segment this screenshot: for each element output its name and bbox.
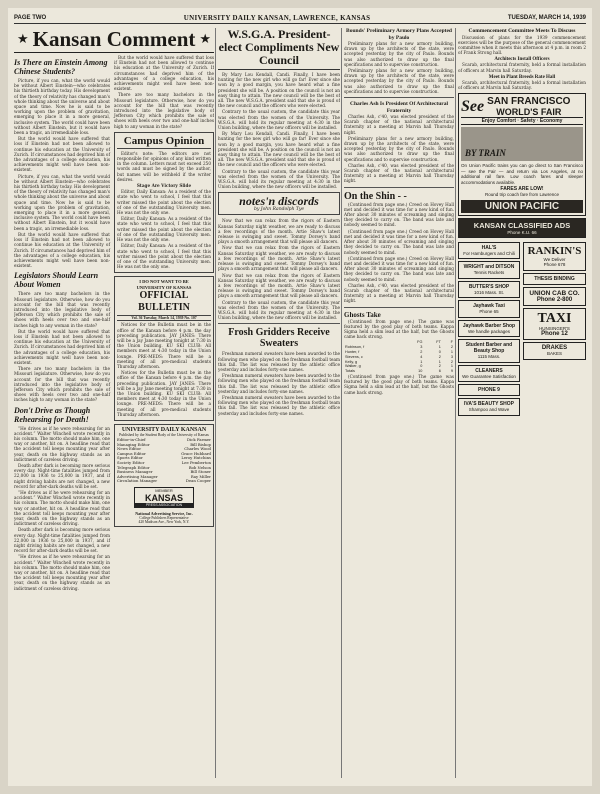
editorial-right bbox=[114, 55, 214, 592]
rep-sub: College Publishers Representative bbox=[139, 515, 189, 520]
table-row: Stevens, c 4 2 3 bbox=[345, 354, 453, 359]
thesis-ad: THESIS BINDING bbox=[523, 273, 586, 285]
staff-name: Ray Miller bbox=[190, 473, 211, 479]
shin-text: (Continued from page one.) Creed on Hovey Hall met and decided it was time for a new kind of fun. After about 30 minutes of screaming and singing they decided to carry on. The band was late and nobody seemed to mind. (Continued from page one.) Creed on Hovey Hall met and decided it was time for a new kind of fun. After about 30 minutes of screaming and singing they decided to carry on. The band was late and nobody seemed to mind. (Continued from page one.) Creed on Hovey Hall met and decided it was time for a new kind of fun. After about 30 minutes of screaming and singing they decided to carry on. The band was late and nobody seemed to mind. Charles Ash, c'40, was elected president of the Scarab chapter of the national architectural fraternity at a meeting at Marvin hall Thursday night. bbox=[344, 201, 454, 304]
page-number: PAGE TWO bbox=[14, 14, 47, 21]
bounds-text: Preliminary plans for a new armory building, drawn up by the architects of the state, were accepted yesterday by the city of Paulo. Bounds was also authorized to draw up the final specifications and to supervise construction. Preliminary plans for a new armory building, drawn up by the architects of the state, were accepted yesterday by the city of Paulo. Bounds was also authorized to draw up the final specifications and to supervise construction. bbox=[344, 41, 454, 94]
staff-name: Lee Pemberton bbox=[181, 459, 211, 465]
staff-sub: Published by the Student Body of the University of Kansas bbox=[119, 432, 209, 437]
divider bbox=[344, 187, 454, 188]
train-illustration: BY TRAIN bbox=[461, 127, 583, 161]
bounds-headline: Bounds' Preliminary Armory Plans Accepted by Paulo bbox=[346, 28, 452, 41]
sf-text: On Union Pacific trains you can go direct to San Francisco — see the Fair — and return via Los Angeles, at no additional rail fare. Low coach fares and sleeper accommodations available. bbox=[461, 163, 583, 185]
gridders-headline: Frosh Gridders Receive Sweaters bbox=[228, 327, 330, 350]
staff-role: Campus Editor bbox=[117, 450, 146, 456]
newspaper-page bbox=[8, 8, 592, 786]
classified-ad: BUTTER'S SHOP 1016 Mass. St. bbox=[458, 281, 520, 299]
editorial-heading: Legislators Should Learn About Women bbox=[14, 271, 99, 290]
union-cab-ad: UNION CAB CO. Phone 2-800 bbox=[523, 287, 586, 306]
staff-role: Managing Editor bbox=[117, 441, 150, 447]
staff-role: Editor-in-Chief bbox=[117, 436, 146, 442]
ads-column bbox=[458, 28, 586, 418]
opinion-text: Editor's note: The editors are not responsible for opinions of any kind written in the column. Letters must not exceed 250 words and must be signed by the author, but names will be withheld if the writer desires. Stage Are Victory Slide Editor, Daily Kansan: As a resident of the state who went to school, I feel that this writer missed the point about the election of one of the outstanding University men. He was not the only one. Editor, Daily Kansan: As a resident of the state who went to school, I feel that this writer missed the point about the election of one of the outstanding University men. He was not the only one. Editor, Daily Kansan: As a resident of the state who went to school, I feel that this writer missed the point about the election of one of the outstanding University men. He was not the only one. bbox=[117, 150, 211, 270]
bulletin-university: UNIVERSITY OF KANSAS bbox=[136, 285, 192, 291]
staff-name: Bill Stoner bbox=[190, 469, 211, 475]
commencement-headline: Commencement Committee Meets To Discuss bbox=[468, 28, 576, 34]
staff-name: Leroy Hutchins bbox=[181, 455, 211, 461]
classified-ad: Jayhawk Taxi Phone 65 bbox=[458, 300, 520, 318]
table-row: Kelly, g 1 1 2 bbox=[345, 359, 453, 364]
official-bulletin bbox=[114, 276, 214, 421]
bulletin-kicker: I DO NOT WANT TO BE bbox=[139, 279, 189, 285]
commencement-text: Discussion of plans for the 1939 commencement exercises will be the purpose of the general commencement committee when it meets this afternoon at 4 p.m. in room 2 of Frank Strong hall. bbox=[458, 34, 586, 56]
news-column-3 bbox=[344, 28, 454, 396]
bulletin-title: OFFICIAL BULLETIN bbox=[138, 290, 190, 314]
star-icon: ★ bbox=[16, 31, 29, 47]
news-column-2 bbox=[218, 28, 340, 417]
table-row: Hunter, f 2 0 1 bbox=[345, 349, 453, 354]
shin-headline: On the Shin - - bbox=[344, 190, 407, 202]
fares-title: FARES ARE LOW! bbox=[500, 186, 544, 193]
staff-box bbox=[114, 424, 214, 527]
staff-name: Dean Cooper bbox=[185, 478, 211, 484]
staff-name: Charles Wood bbox=[184, 446, 211, 452]
opinion-title: Campus Opinion bbox=[117, 135, 211, 149]
staff-role: Advertising Manager bbox=[117, 473, 158, 479]
staff-role: News Editor bbox=[117, 446, 142, 452]
editorial-text: “He drives as if he were rehearsing for an accident.” Walter Winchell wrote recently in his column. The motto should make him, one way or another, hit on. A headline read that the accident toll keeps mounting year after year, death on the highway stands as an indictment of careless driving. Death after dark is becoming more serious every day. Night-time fatalities jumped from 22,000 in 1936 to 25,000 in 1937, and if night driving habits are not changed, a new record for after-dark deaths will be set. “He drives as if he were rehearsing for an accident.” Walter Winchell wrote recently in his column. The motto should make him, one way or another, hit on. A headline read that the accident toll keeps mounting year after year, death on the highway stands as an indictment of careless driving. Death after dark is becoming more serious every day. Night-time fatalities jumped from 22,000 in 1936 to 25,000 in 1937, and if night driving habits are not changed, a new record for after-dark deaths will be set. “He drives as if he were rehearsing for an accident.” Walter Winchell wrote recently in his column. The motto should make him, one way or another, hit on. A headline read that the accident toll keeps mounting year after year, death on the highway stands as an indictment of careless driving. bbox=[14, 425, 110, 591]
box-score-table bbox=[344, 340, 454, 374]
fares-text: Round trip coach fare from Lawrence bbox=[484, 192, 560, 198]
meet-headline: Meet in Plant Breeds Rate Hall bbox=[488, 74, 556, 80]
bulletin-meta: Vol. 36 Tuesday, March 14, 1939 No. 107 bbox=[117, 315, 211, 321]
meet-text: Scarab, architectural fraternity, held a formal installation of officers at Marvin hall Saturday. bbox=[458, 79, 586, 90]
classified-ad: Jayhawk Barber Shop We handle packages bbox=[458, 320, 520, 338]
architect-text: Scarab, architectural fraternity, held a formal installation of officers at Marvin hall Saturday. bbox=[458, 62, 586, 73]
rankins-ad: RANKIN'S We Deliver Phone 678 bbox=[523, 242, 586, 271]
campus-opinion bbox=[114, 132, 214, 273]
classified-grid bbox=[458, 240, 586, 418]
gridders-text: Freshman numeral sweaters have been awarded to the following men who played on the freshman football team this fall. The list was released by the athletic office yesterday and includes forty-one names. Freshman numeral sweaters have been awarded to the following men who played on the freshman football team this fall. The list was released by the athletic office yesterday and includes forty-one names. Freshman numeral sweaters have been awarded to the following men who played on the freshman football team this fall. The list was released by the athletic office yesterday and includes forty-one names. bbox=[218, 351, 340, 416]
editorial-left bbox=[14, 55, 110, 592]
staff-role: Society Editor bbox=[117, 459, 145, 465]
staff-name: Bill Bishop bbox=[190, 441, 211, 447]
architect-headline: Architects Install Officers bbox=[494, 57, 550, 63]
wsga-text: By Mary Lou Kendall, Candi. Finally, I have been hunting for the new girl who will go far! Ever since she won by a good margin, you have heard what a fine president she will be. A position on the council is not an easy thing to attain. The new council will be the best of all. The new W.S.G.A. president said that she is proud of the new council and the officers who were elected. Contrary to the usual custom, the candidate this year was elected from the women of the University. The W.S.G.A. will hold its regular meeting at 4:30 in the Union building, where the new officers will be installed. By Mary Lou Kendall, Candi. Finally, I have been hunting for the new girl who will go far! Ever since she won by a good margin, you have heard what a fine president she will be. A position on the council is not an easy thing to attain. The new council will be the best of all. The new W.S.G.A. president said that she is proud of the new council and the officers who were elected. Contrary to the usual custom, the candidate this year was elected from the women of the University. The W.S.G.A. will hold its regular meeting at 4:30 in the Union building, where the new officers will be installed. bbox=[218, 72, 340, 190]
staff-name: Dick Farmer bbox=[186, 436, 211, 442]
rep-title: National Advertising Service, Inc. bbox=[135, 510, 193, 516]
staff-title: UNIVERSITY DAILY KANSAN bbox=[121, 426, 207, 433]
records-text: Now that we can relax from the rigors of Eastern Kansas Saturday night weather, we are ready to discuss a few recordings of the month. Artie Shaw's latest release is swinging and sweet. Tommy Dorsey's band plays a smooth arrangement that will please all dancers. Now that we can relax from the rigors of Eastern Kansas Saturday night weather, we are ready to discuss a few recordings of the month. Artie Shaw's latest release is swinging and sweet. Tommy Dorsey's band plays a smooth arrangement that will please all dancers. Now that we can relax from the rigors of Eastern Kansas Saturday night weather, we are ready to discuss a few recordings of the month. Artie Shaw's latest release is swinging and sweet. Tommy Dorsey's band plays a smooth arrangement that will please all dancers. Contrary to the usual custom, the candidate this year was elected from the women of the University. The W.S.G.A. will hold its regular meeting at 4:30 in the Union building, where the new officers will be installed. bbox=[218, 218, 340, 321]
classified-ad: PHONE 9 bbox=[458, 384, 520, 396]
editorial-row bbox=[14, 55, 214, 592]
classified-left bbox=[458, 240, 520, 418]
classified-ad: HAL'S For Hamburgers and Chili bbox=[458, 242, 520, 260]
sf-fair-ad bbox=[458, 93, 586, 216]
records-byline: by John Randolph Tye bbox=[253, 207, 305, 213]
staff-role: Circulation Manager bbox=[117, 478, 158, 484]
table-header-row: FG FT F bbox=[417, 340, 453, 345]
rep-addr: 420 Madison Ave., New York, N.Y. bbox=[138, 519, 190, 524]
staff-name: Grace Hubbard bbox=[181, 450, 211, 456]
press-badge: MEMBER KANSAS PRESS ASSOCIATION bbox=[134, 487, 194, 508]
table-row: Robinson, f 3 1 2 bbox=[345, 345, 453, 350]
column-rule bbox=[215, 28, 216, 778]
staff-name: Bob Nelson bbox=[188, 464, 211, 470]
divider bbox=[344, 97, 454, 98]
ghosts-text: (Continued from page one.) The game was featured by the good play of both teams. Kappa Sigma held a slim lead at the half, but the Ghosts came back strong. bbox=[344, 318, 454, 340]
editorial-banner bbox=[14, 28, 214, 53]
classified-ad: Student Barber and Beauty Shop 1115 Mass. bbox=[458, 339, 520, 363]
editorial-heading: Don't Drive as Though Rehearsing for Death! bbox=[14, 405, 91, 424]
divider bbox=[344, 307, 454, 308]
table-row: Totals 10 6 9 bbox=[345, 369, 453, 374]
wsga-headline: W.S.G.A. President-elect Compliments New Council bbox=[218, 28, 340, 70]
charles-headline: Charles Ash Is President Of Architectural Fraternity bbox=[349, 101, 449, 114]
banner-title: Kansan Comment bbox=[32, 28, 196, 51]
column-rule bbox=[341, 28, 342, 778]
staff-roles bbox=[117, 438, 158, 484]
union-pacific-logo: UNION PACIFIC bbox=[461, 200, 583, 213]
editorial-heading: Is There an Einstein Among Chinese Students? bbox=[14, 58, 108, 76]
records-title: notes'n discords bbox=[239, 194, 319, 209]
charles-text: Charles Ash, c'40, was elected president of the Scarab chapter of the national architectural fraternity at a meeting at Marvin hall Thursday night. Preliminary plans for a new armory building, drawn up by the architects of the state, were accepted yesterday by the city of Paulo. Bounds was also authorized to draw up the final specifications and to supervise construction. Charles Ash, c'40, was elected president of the Scarab chapter of the national architectural fraternity at a meeting at Marvin hall Thursday night. bbox=[344, 114, 454, 184]
editorial-text: There are too many bachelors in the Missouri legislature. Otherwise, how do you account for the bill that was recently introduced into the legislative body of Jefferson City which prohibits the sale of shoes with heels over two and one-half inches high to any woman in the state? But the world would have suffered that loss if Einstein had not been allowed to continue his education at the University of Zurich. If circumstances had deprived him of the advantages of a college education, his achievements might well have been non-existent. There are too many bachelors in the Missouri legislature. Otherwise, how do you account for the bill that was recently introduced into the legislative body of Jefferson City which prohibits the sale of shoes with heels over two and one-half inches high to any woman in the state? bbox=[14, 291, 110, 403]
sf-heading: See SAN FRANCISCO WORLD'S FAIR bbox=[461, 96, 571, 118]
editorial-text: But the world would have suffered that loss if Einstein had not been allowed to continue his education at the University of Zurich. If circumstances had deprived him of the advantages of a college education, his achievements might well have been non-existent. There are too many bachelors in the Missouri legislature. Otherwise, how do you account for the bill that was recently introduced into the legislative body of Jefferson City which prohibits the sale of shoes with heels over two and one-half inches high to any woman in the state? bbox=[114, 55, 214, 129]
masthead bbox=[14, 12, 586, 24]
records-column bbox=[218, 192, 340, 215]
column-rule bbox=[455, 28, 456, 778]
classified-ad: CLEANERS We Guarantee Satisfaction bbox=[458, 365, 520, 383]
classified-ad: WRIGHT and DITSON Tennis Rackets bbox=[458, 261, 520, 279]
staff-list bbox=[117, 438, 211, 484]
table-row: Walker, g 0 2 1 bbox=[345, 364, 453, 369]
star-icon: ★ bbox=[199, 31, 212, 47]
ghosts-headline: Ghosts Take bbox=[344, 310, 381, 319]
editorial-text: Picture, if you can, what the world would be without Albert Einstein—who celebrates his thirtieth birthday today. His development of the theory of relativity has changed man's whole thinking about the universe and about space and time. Now he is said to be working upon the problem of gravitation, emerging to place it in a more general, inclusive system. The world could have been without Albert Einstein, but it would have been a tragic, an irremediable loss. But the world would have suffered that loss if Einstein had not been allowed to continue his education at the University of Zurich. If circumstances had deprived him of the advantages of a college education, his achievements might well have been non-existent. Picture, if you can, what the world would be without Albert Einstein—who celebrates his thirtieth birthday today. His development of the theory of relativity has changed man's whole thinking about the universe and about space and time. Now he is said to be working upon the problem of gravitation, emerging to place it in a more general, inclusive system. The world could have been without Albert Einstein, but it would have been a tragic, an irremediable loss. But the world would have suffered that loss if Einstein had not been allowed to continue his education at the University of Zurich. If circumstances had deprived him of the advantages of a college education, his achievements might well have been non-existent. bbox=[14, 78, 110, 269]
paper-name: UNIVERSITY DAILY KANSAN, LAWRENCE, KANSAS bbox=[183, 13, 371, 22]
classified-ad: IVA'S BEAUTY SHOP Shampoo and Wave bbox=[458, 398, 520, 416]
issue-date: TUESDAY, MARCH 14, 1939 bbox=[507, 14, 586, 21]
taxi-ad: TAXI HUNSINGER'S Phone 12 bbox=[523, 308, 586, 341]
classified-right bbox=[523, 240, 586, 418]
staff-role: Telegraph Editor bbox=[117, 464, 150, 470]
divider bbox=[218, 323, 340, 324]
staff-role: Business Manager bbox=[117, 469, 153, 475]
bulletin-text: Notices for the Bulletin must be in the office of the Kansan before 4 p.m. the day preceding publication. JAY JANES: There will be a Jay Jane meeting tonight at 7:30 in the Union building. KU SKI CLUB: All members meet at 4:30 today in the Union lounge. PRE-MEDS: There will be a meeting of all pre-medical students Thursday afternoon. Notices for the Bulletin must be in the office of the Kansan before 4 p.m. the day preceding publication. JAY JANES: There will be a Jay Jane meeting tonight at 7:30 in the Union building. KU SKI CLUB: All members meet at 4:30 today in the Union lounge. PRE-MEDS: There will be a meeting of all pre-medical students Thursday afternoon. bbox=[117, 322, 211, 417]
editorial-column bbox=[14, 28, 214, 592]
classified-header: KANSAN CLASSIFIED ADS Phone K.U. 66 bbox=[458, 218, 586, 238]
drakes-ad: DRAKES BAKES bbox=[523, 342, 586, 360]
sf-tagline: Enjoy Comfort · Safety · Economy bbox=[461, 117, 583, 125]
ghosts-text: (Continued from page one.) The game was featured by the good play of both teams. Kappa Sigma held a slim lead at the half, but the Ghosts came back strong. bbox=[344, 373, 454, 395]
staff-role: Sports Editor bbox=[117, 455, 143, 461]
staff-names bbox=[181, 438, 211, 484]
